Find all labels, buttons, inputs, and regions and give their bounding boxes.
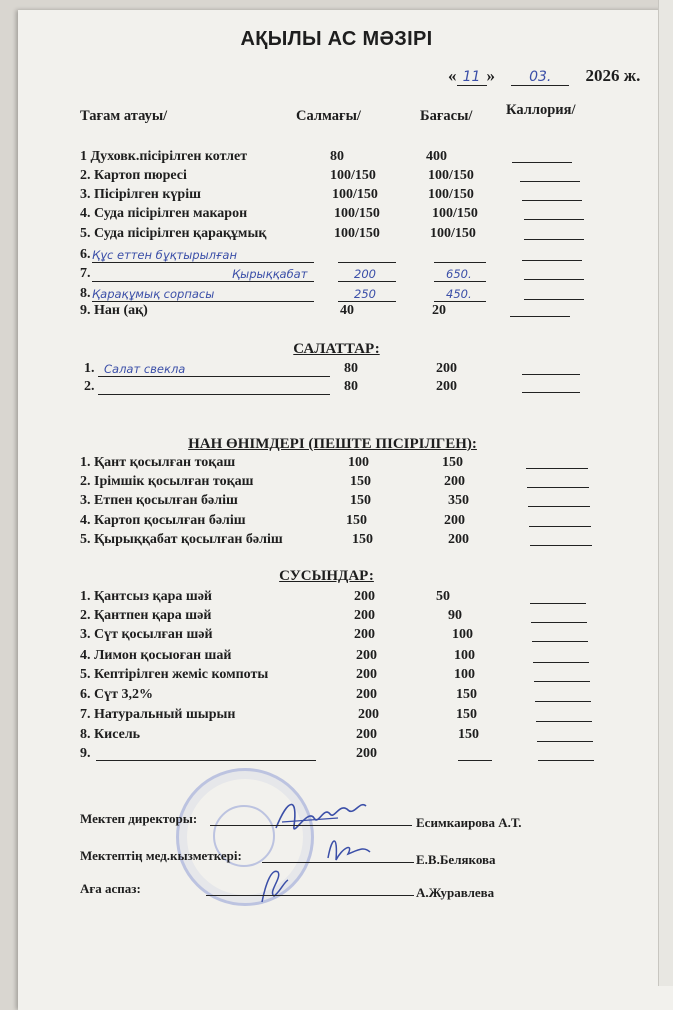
- dish-price: 100/150: [432, 206, 478, 221]
- dish-price-handwritten: 450.: [446, 287, 472, 301]
- bakery-name: 5. Қырыққабат қосылған бәліш: [80, 532, 283, 547]
- dish-name: 9. Нан (ақ): [80, 303, 148, 318]
- bakery-price: 200: [444, 474, 465, 489]
- dish-name: 2. Картоп пюресі: [80, 168, 187, 183]
- calories-line: [526, 468, 588, 469]
- dish-name: 3. Пісірілген күріш: [80, 187, 201, 202]
- drink-name: 4. Лимон қосыоған шай: [80, 648, 232, 663]
- drink-name-line: [96, 760, 316, 761]
- calories-line: [536, 721, 592, 722]
- dish-name-handwritten: Құс еттен бұқтырылған: [92, 248, 237, 262]
- dish-weight: 100/150: [332, 187, 378, 202]
- drink-name: 8. Кисель: [80, 727, 141, 742]
- bakery-weight: 150: [352, 532, 373, 547]
- drink-name: 6. Сүт 3,2%: [80, 687, 153, 702]
- signature-label: Мектептің мед.кызметкері:: [80, 848, 242, 863]
- signature-label: Мектеп директоры:: [80, 811, 198, 826]
- calories-line: [538, 760, 594, 761]
- dish-price: 20: [432, 303, 446, 318]
- salad-name-handwritten: Салат свекла: [104, 362, 186, 376]
- dish-name: 1 Духовк.пісірілген котлет: [80, 149, 248, 164]
- dish-name-handwritten: Қырыққабат: [232, 267, 308, 281]
- calories-line: [528, 506, 590, 507]
- drink-price: 90: [448, 608, 462, 623]
- cook-signature: [248, 862, 298, 906]
- drink-weight: 200: [358, 707, 379, 722]
- drink-price: 150: [458, 727, 479, 742]
- weight-line: [338, 281, 396, 282]
- drink-price: 100: [452, 627, 473, 642]
- dish-weight: 40: [340, 303, 354, 318]
- bakery-price: 150: [442, 455, 463, 470]
- bakery-price: 200: [444, 513, 465, 528]
- dish-weight: 100/150: [330, 168, 376, 183]
- drink-price: 150: [456, 687, 477, 702]
- drink-weight: 200: [354, 627, 375, 642]
- salad-name: 2.: [84, 379, 95, 394]
- calories-line: [510, 316, 570, 317]
- salads-title: САЛАТТАР:: [293, 341, 380, 357]
- salad-weight: 80: [344, 379, 358, 394]
- salad-price: 200: [436, 361, 457, 376]
- date-year: 2026 ж.: [585, 66, 641, 85]
- drink-price: 50: [436, 589, 450, 604]
- salad-weight: 80: [344, 361, 358, 376]
- drinks-title: СУСЫНДАР:: [279, 568, 374, 584]
- bakery-weight: 100: [348, 455, 369, 470]
- calories-line: [522, 374, 580, 375]
- calories-line: [520, 181, 580, 182]
- calories-line: [512, 162, 572, 163]
- dish-weight-handwritten: 250: [354, 287, 376, 301]
- drink-price: 100: [454, 667, 475, 682]
- date-close-quote: »: [486, 66, 495, 85]
- drink-name: 2. Қантпен қара шәй: [80, 608, 212, 623]
- header-calories: Каллория/: [506, 102, 576, 118]
- calories-line: [530, 545, 592, 546]
- calories-line: [534, 681, 590, 682]
- date-open-quote: «: [448, 66, 457, 85]
- price-line: [458, 760, 492, 761]
- dish-name: 5. Суда пісірілген қарақұмық: [80, 226, 267, 241]
- dish-weight: 80: [330, 149, 344, 164]
- calories-line: [524, 279, 584, 280]
- dish-name: 8.: [80, 286, 91, 301]
- price-line: [434, 281, 486, 282]
- dish-name-line: [92, 281, 314, 282]
- bakery-price: 200: [448, 532, 469, 547]
- calories-line: [530, 603, 586, 604]
- date-day: 11: [457, 69, 487, 86]
- date-line: [448, 66, 640, 86]
- date-month: 03.: [511, 69, 569, 86]
- dish-weight: 100/150: [334, 206, 380, 221]
- signature-line: [210, 825, 412, 826]
- signature-label: Аға аспаз:: [80, 881, 141, 896]
- dish-price-handwritten: 650.: [446, 267, 472, 281]
- bakery-name: 2. Ірімшік қосылған тоқаш: [80, 474, 254, 489]
- calories-line: [537, 741, 593, 742]
- drink-name: 1. Қантсыз қара шәй: [80, 589, 212, 604]
- drink-weight: 200: [356, 746, 377, 761]
- drink-weight: 200: [354, 589, 375, 604]
- calories-line: [531, 622, 587, 623]
- dish-name-line: [92, 262, 314, 263]
- calories-line: [522, 260, 582, 261]
- bakery-name: 3. Етпен қосылған бәліш: [80, 493, 238, 508]
- dish-name: 7.: [80, 266, 91, 281]
- signatory-name: Есимкаирова А.Т.: [416, 815, 522, 830]
- dish-price: 100/150: [428, 168, 474, 183]
- dish-name-line: [92, 301, 314, 302]
- calories-line: [524, 219, 584, 220]
- salad-name-line: [98, 394, 330, 395]
- dish-name: 4. Суда пісірілген макарон: [80, 206, 248, 221]
- drink-price: 150: [456, 707, 477, 722]
- signature-line: [206, 895, 414, 896]
- calories-line: [532, 641, 588, 642]
- drink-name: 7. Натуральный шырын: [80, 707, 236, 722]
- bakery-price: 350: [448, 493, 469, 508]
- drink-name: 3. Сүт қосылған шәй: [80, 627, 213, 642]
- paper-edge: [658, 0, 673, 986]
- bakery-weight: 150: [350, 474, 371, 489]
- drink-price: 100: [454, 648, 475, 663]
- calories-line: [522, 200, 582, 201]
- dish-weight: 100/150: [334, 226, 380, 241]
- calories-line: [533, 662, 589, 663]
- bakery-weight: 150: [346, 513, 367, 528]
- price-line: [434, 262, 486, 263]
- weight-line: [338, 301, 396, 302]
- drink-name: 9.: [80, 746, 91, 761]
- dish-name: 6.: [80, 247, 91, 262]
- calories-line: [535, 701, 591, 702]
- dish-price: 100/150: [430, 226, 476, 241]
- page-title: АҚЫЛЫ АС МӘЗІРІ: [240, 28, 433, 50]
- bakery-name: 1. Қант қосылған тоқаш: [80, 455, 236, 470]
- drink-weight: 200: [356, 667, 377, 682]
- price-line: [434, 301, 486, 302]
- salad-name-line: [98, 376, 330, 377]
- bakery-name: 4. Картоп қосылған бәліш: [80, 513, 246, 528]
- signatory-name: А.Журавлева: [416, 885, 495, 900]
- drink-weight: 200: [356, 648, 377, 663]
- calories-line: [524, 299, 584, 300]
- calories-line: [529, 526, 591, 527]
- calories-line: [522, 392, 580, 393]
- bakery-title: НАН ӨНІМДЕРІ (ПЕШТЕ ПІСІРІЛГЕН):: [188, 436, 477, 452]
- salad-price: 200: [436, 379, 457, 394]
- drink-weight: 200: [356, 727, 377, 742]
- header-name: Тағам атауы/: [80, 108, 168, 124]
- drink-weight: 200: [356, 687, 377, 702]
- header-price: Бағасы/: [420, 108, 473, 124]
- bakery-weight: 150: [350, 493, 371, 508]
- dish-price: 100/150: [428, 187, 474, 202]
- signature-line: [262, 862, 414, 863]
- header-weight: Салмағы/: [296, 108, 361, 124]
- drink-weight: 200: [354, 608, 375, 623]
- dish-weight-handwritten: 200: [354, 267, 376, 281]
- dish-name-handwritten: Қарақұмық сорпасы: [92, 287, 215, 301]
- salad-name: 1.: [84, 361, 95, 376]
- drink-name: 5. Кептірілген жеміс компоты: [80, 667, 269, 682]
- weight-line: [338, 262, 396, 263]
- calories-line: [524, 239, 584, 240]
- signatory-name: Е.В.Белякова: [416, 852, 496, 867]
- dish-price: 400: [426, 149, 447, 164]
- calories-line: [527, 487, 589, 488]
